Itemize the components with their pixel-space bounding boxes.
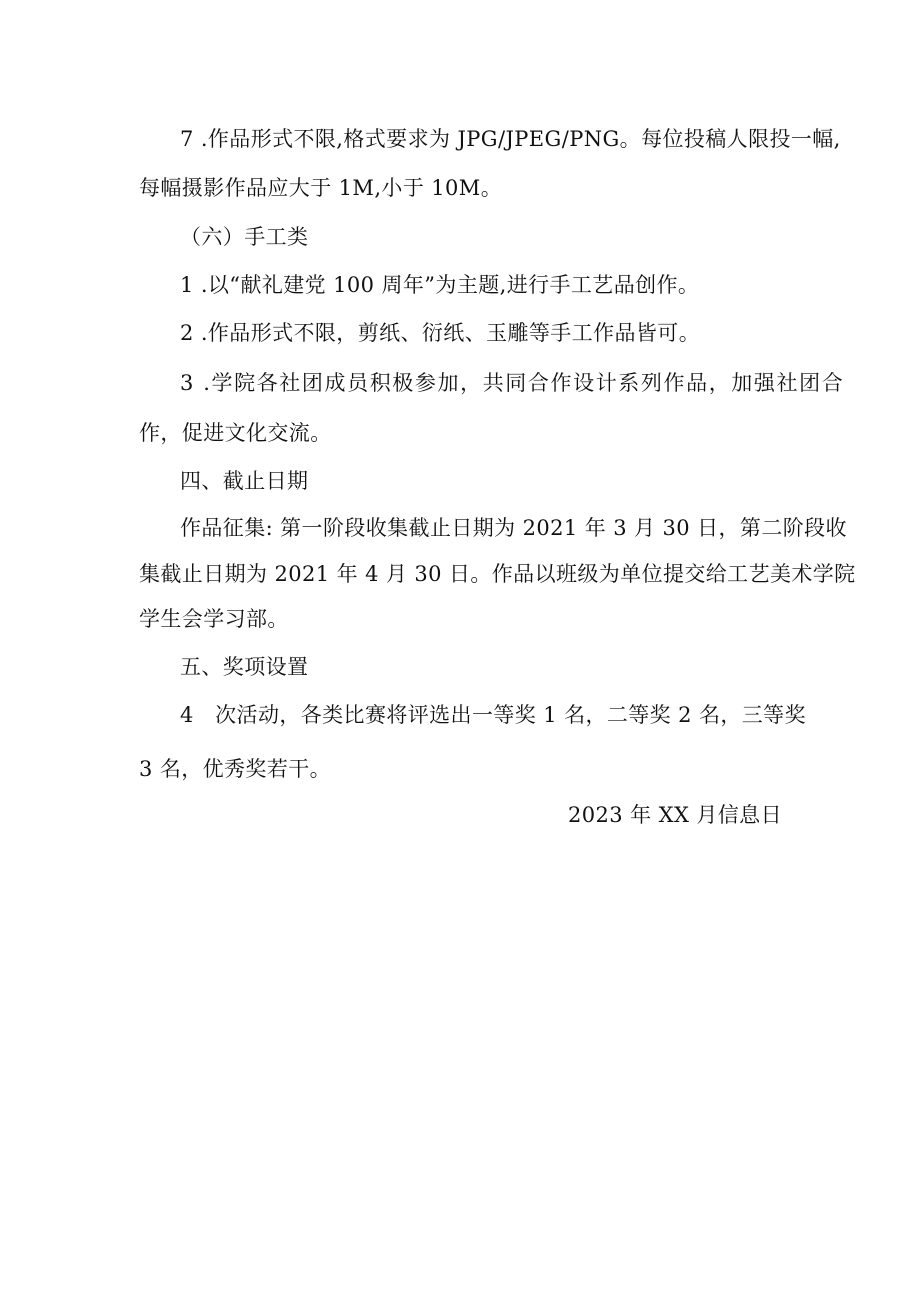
paragraph-line: 3 .学院各社团成员积极参加，共同合作设计系列作品，加强社团合 — [180, 371, 845, 395]
paragraph-line: 集截止日期为 2021 年 4 月 30 日。作品以班级为单位提交给工艺美术学院 — [139, 562, 856, 586]
section-heading: 四、截止日期 — [180, 469, 309, 493]
paragraph-line: 学生会学习部。 — [139, 607, 289, 631]
paragraph-line: 4 次活动，各类比赛将评选出一等奖 1 名，二等奖 2 名，三等奖 — [180, 703, 806, 727]
paragraph-line: 2 .作品形式不限，剪纸、衍纸、玉雕等手工作品皆可。 — [180, 321, 701, 345]
paragraph-line: 3 名，优秀奖若干。 — [139, 757, 332, 781]
paragraph-line: 1 .以“献礼建党 100 周年”为主题,进行手工艺品创作。 — [180, 273, 700, 297]
paragraph-line: 每幅摄影作品应大于 1M,小于 10M。 — [139, 176, 503, 200]
document-date: 2023 年 XX 月信息日 — [568, 803, 782, 827]
section-heading: （六）手工类 — [180, 225, 309, 249]
paragraph-line: 作品征集: 第一阶段收集截止日期为 2021 年 3 月 30 日，第二阶段收 — [180, 516, 847, 540]
section-heading: 五、奖项设置 — [180, 655, 309, 679]
paragraph-line: 作，促进文化交流。 — [139, 421, 332, 445]
paragraph-line: 7 .作品形式不限,格式要求为 JPG/JPEG/PNG。每位投稿人限投一幅, — [180, 127, 841, 151]
